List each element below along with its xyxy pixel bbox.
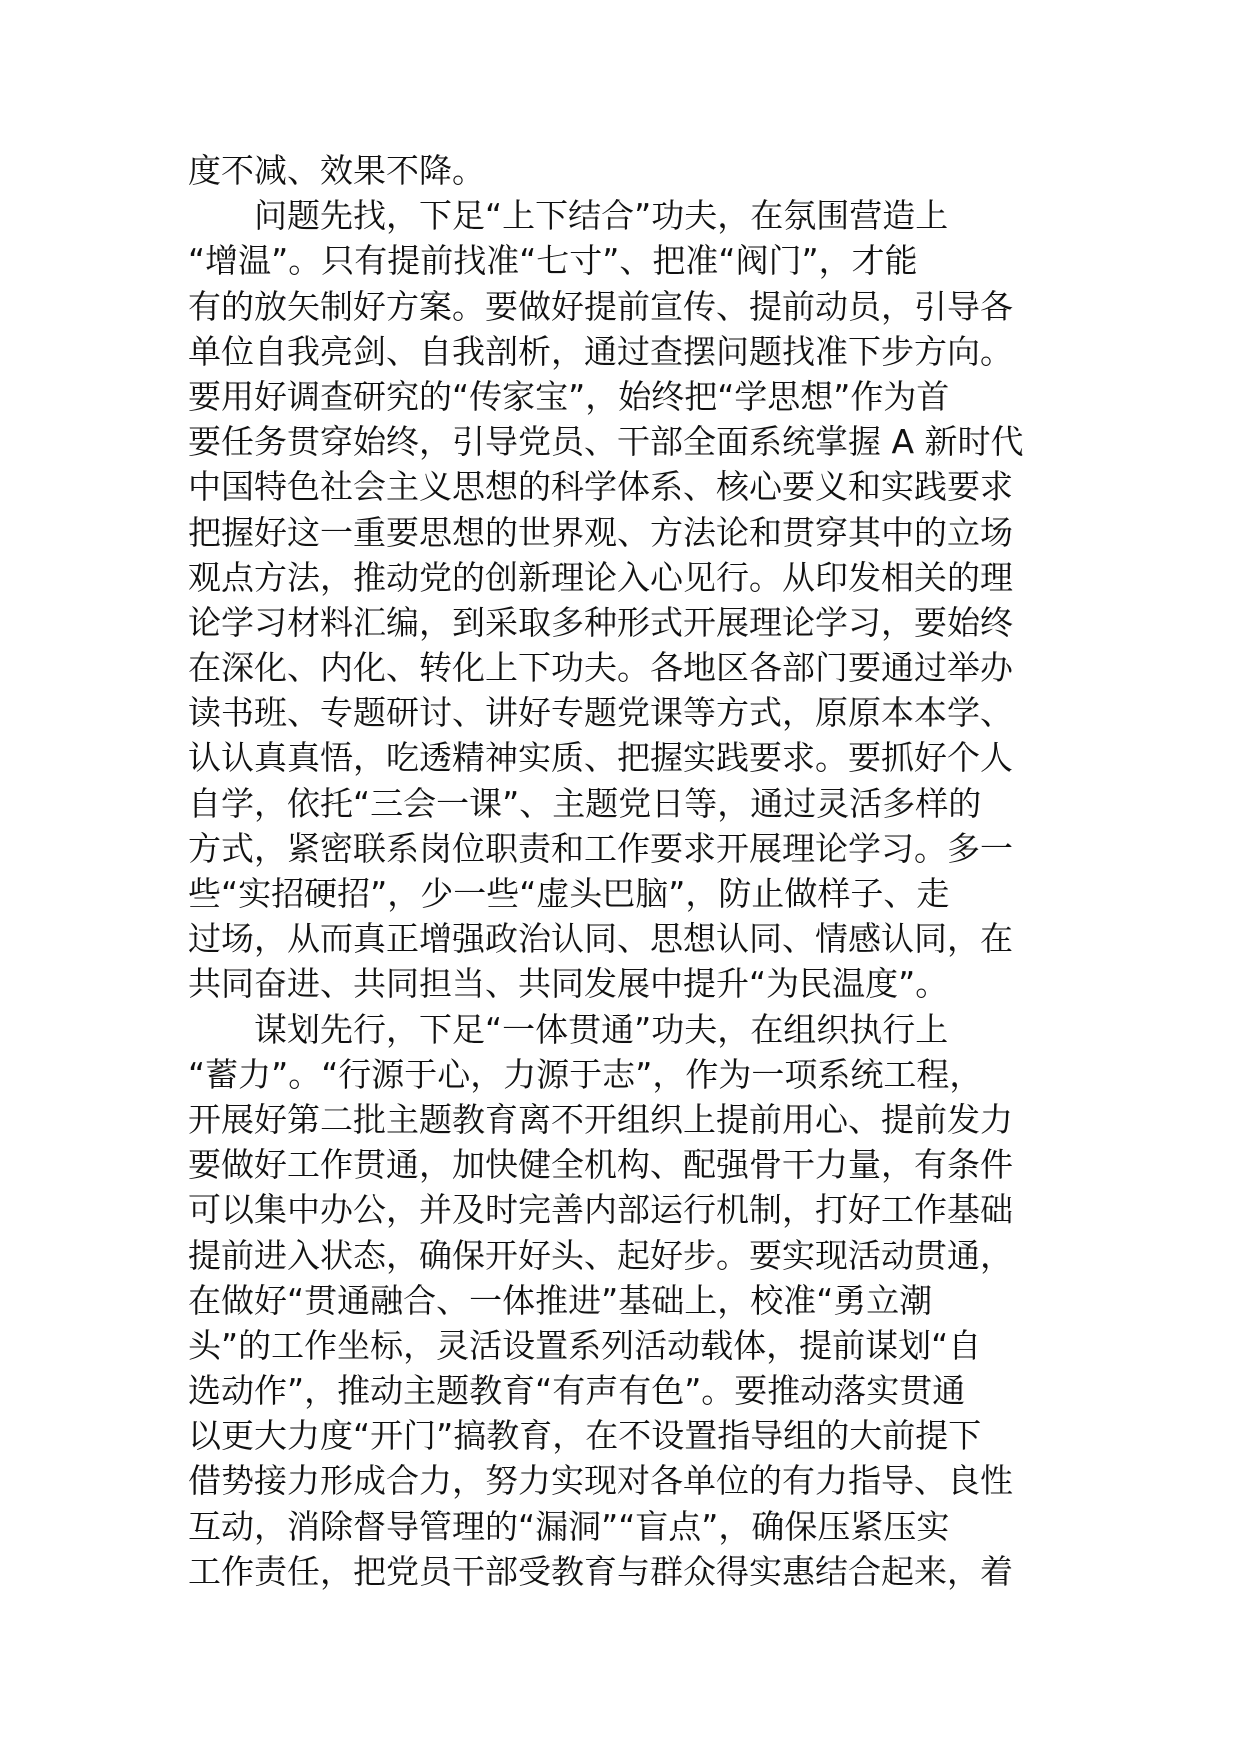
text-line: 自学，依托“三会一课”、主题党日等，通过灵活多样的 — [188, 783, 982, 823]
text-line: 些“实招硬招”，少一些“虚头巴脑”，防止做样子、走 — [188, 874, 950, 913]
text-line: 要用好调查研究的“传家宝”，始终把“学思想”作为首 — [188, 376, 950, 416]
text-line: 单位自我亮剑、自我剖析，通过查摆问题找准下步方向。 — [188, 331, 1013, 371]
body-text — [188, 148, 1068, 1594]
paragraph-start-line: 谋划先行，下足“一体贯通”功夫，在组织执行上 — [254, 1009, 949, 1049]
paragraph-start-line: 问题先找，下足“上下结合”功夫，在氛围营造上 — [254, 196, 949, 236]
text-line: 可以集中办公，并及时完善内部运行机制，打好工作基础 — [188, 1190, 1013, 1230]
text-line: 工作责任，把党员干部受教育与群众得实惠结合起来，着 — [188, 1551, 1013, 1591]
text-line: 要任务贯穿始终，引导党员、干部全面系统掌握 A 新时代 — [188, 422, 1024, 462]
text-line: 认认真真悟，吃透精神实质、把握实践要求。要抓好个人 — [188, 738, 1013, 778]
text-line: 方式，紧密联系岗位职责和工作要求开展理论学习。多一 — [188, 828, 1013, 868]
text-line: 要做好工作贯通，加快健全机构、配强骨干力量，有条件 — [188, 1145, 1013, 1185]
text-line: “蓄力”。“行源于心，力源于志”，作为一项系统工程， — [188, 1054, 983, 1094]
text-line: 以更大力度“开门”搞教育，在不设置指导组的大前提下 — [188, 1416, 982, 1456]
text-line: 有的放矢制好方案。要做好提前宣传、提前动员，引导各 — [188, 286, 1013, 326]
text-line: 在深化、内化、转化上下功夫。各地区各部门要通过举办 — [188, 648, 1013, 688]
text-line: 中国特色社会主义思想的科学体系、核心要义和实践要求 — [188, 467, 1013, 507]
text-line: 论学习材料汇编，到采取多种形式开展理论学习，要始终 — [188, 602, 1013, 642]
text-line: 把握好这一重要思想的世界观、方法论和贯穿其中的立场 — [188, 512, 1013, 552]
text-line: 头”的工作坐标，灵活设置系列活动载体，提前谋划“自 — [188, 1325, 982, 1365]
text-line: 借势接力形成合力，努力实现对各单位的有力指导、良性 — [188, 1461, 1013, 1501]
text-line: 观点方法，推动党的创新理论入心见行。从印发相关的理 — [188, 557, 1013, 597]
text-line: 选动作”，推动主题教育“有声有色”。要推动落实贯通 — [188, 1371, 966, 1411]
text-line: 度不减、效果不降。 — [188, 151, 485, 190]
text-line: 过场，从而真正增强政治认同、思想认同、情感认同，在 — [188, 919, 1013, 959]
text-line: 共同奋进、共同担当、共同发展中提升“为民温度”。 — [188, 964, 949, 1004]
text-line: 互动，消除督导管理的“漏洞”“盲点”，确保压紧压实 — [188, 1506, 950, 1546]
text-line: “增温”。只有提前找准“七寸”、把准“阀门”，才能 — [188, 241, 918, 281]
text-line: 开展好第二批主题教育离不开组织上提前用心、提前发力 — [188, 1099, 1013, 1139]
text-line: 读书班、专题研讨、讲好专题党课等方式，原原本本学、 — [188, 693, 1013, 733]
text-line: 提前进入状态，确保开好头、起好步。要实现活动贯通， — [188, 1235, 1013, 1275]
text-line: 在做好“贯通融合、一体推进”基础上，校准“勇立潮 — [188, 1280, 933, 1320]
